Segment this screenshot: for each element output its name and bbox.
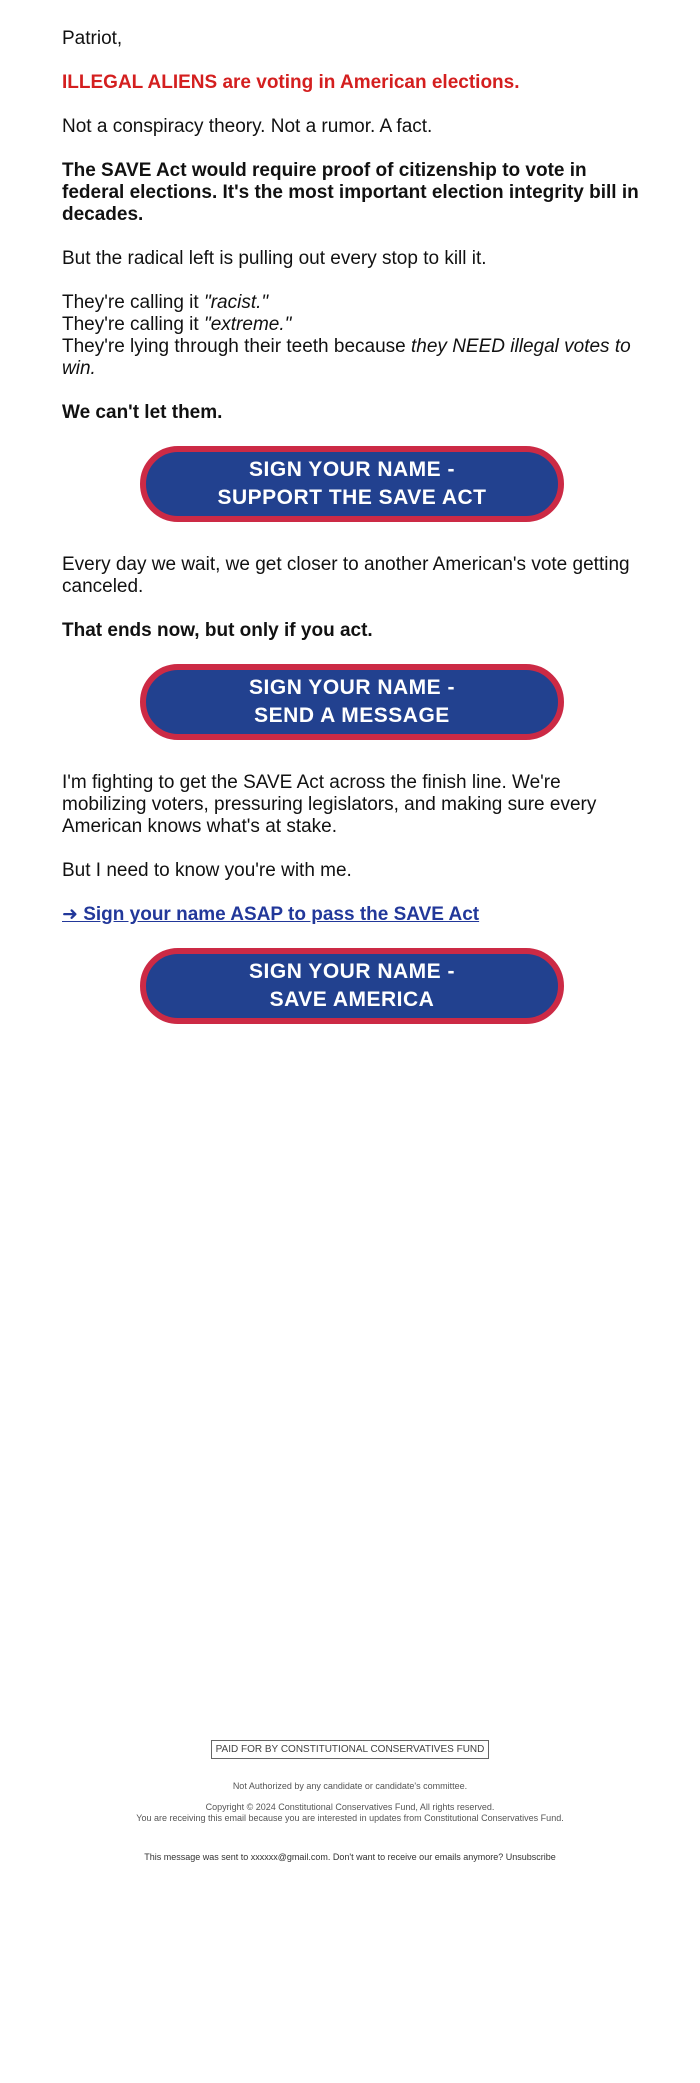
need-to-know-line: But I need to know you're with me. [62,860,352,881]
button-line: SAVE AMERICA [269,988,435,1011]
cta-wrap-3 [62,948,642,1024]
sent-to-line [0,1852,700,1863]
save-america-button[interactable] [140,948,564,1024]
ends-now-line: That ends now, but only if you act. [62,620,373,641]
cta-wrap-1 [62,446,642,522]
fighting-paragraph: I'm fighting to get the SAVE Act across the finish line. We're mobilizing voters, pressuring legislators, and making sure every American knows what's at stake. [62,772,597,837]
copyright-line: Copyright © 2024 Constitutional Conservatives Fund, All rights reserved. [205,1802,495,1812]
email-footer [0,1740,700,1863]
support-save-act-button[interactable] [140,446,564,522]
calling-line-racist [62,292,642,314]
button-line: SUPPORT THE SAVE ACT [217,486,487,509]
calling-prefix: They're calling it [62,292,204,313]
calling-line-extreme [62,314,642,336]
calling-prefix: They're calling it [62,314,204,335]
every-day-paragraph: Every day we wait, we get closer to another American's vote getting canceled. [62,554,630,597]
headline: ILLEGAL ALIENS are voting in American elections. [62,72,520,93]
lying-prefix: They're lying through their teeth because [62,336,412,357]
button-line: SIGN YOUR NAME - [249,458,455,481]
button-line: SIGN YOUR NAME - [249,960,455,983]
button-line: SIGN YOUR NAME - [249,676,455,699]
save-act-paragraph: The SAVE Act would require proof of citizenship to vote in federal elections. It's the most important election integrity bill in decades. [62,160,639,225]
greeting: Patriot, [62,28,123,49]
racist-quote: "racist." [203,292,269,313]
not-authorized-line: Not Authorized by any candidate or candidate's committee. [232,1781,468,1791]
extreme-quote: "extreme." [203,314,292,335]
illegal-votes-claim: they NEED illegal votes to win. [62,336,631,379]
sign-name-link[interactable]: ➜ Sign your name ASAP to pass the SAVE Act [62,904,480,925]
calling-line-lying [62,336,642,380]
cant-let-them: We can't let them. [62,402,223,423]
receiving-reason-line: You are receiving this email because you are interested in updates from Constitutional Conservatives Fund. [136,1813,564,1823]
sent-to-text: This message was sent to xxxxxx@gmail.com. Don't want to receive our emails anymore? [144,1852,506,1862]
send-message-button[interactable] [140,664,564,740]
calling-block [62,292,642,380]
radical-left-line: But the radical left is pulling out every stop to kill it. [62,248,487,269]
paid-for-disclaimer: PAID FOR BY CONSTITUTIONAL CONSERVATIVES FUND [211,1740,490,1759]
email-body [62,28,642,1056]
button-line: SEND A MESSAGE [254,704,450,727]
sign-link-row [62,904,642,926]
cta-wrap-2 [62,664,642,740]
unsubscribe-link[interactable]: Unsubscribe [505,1852,556,1862]
fact-line: Not a conspiracy theory. Not a rumor. A fact. [62,116,433,137]
